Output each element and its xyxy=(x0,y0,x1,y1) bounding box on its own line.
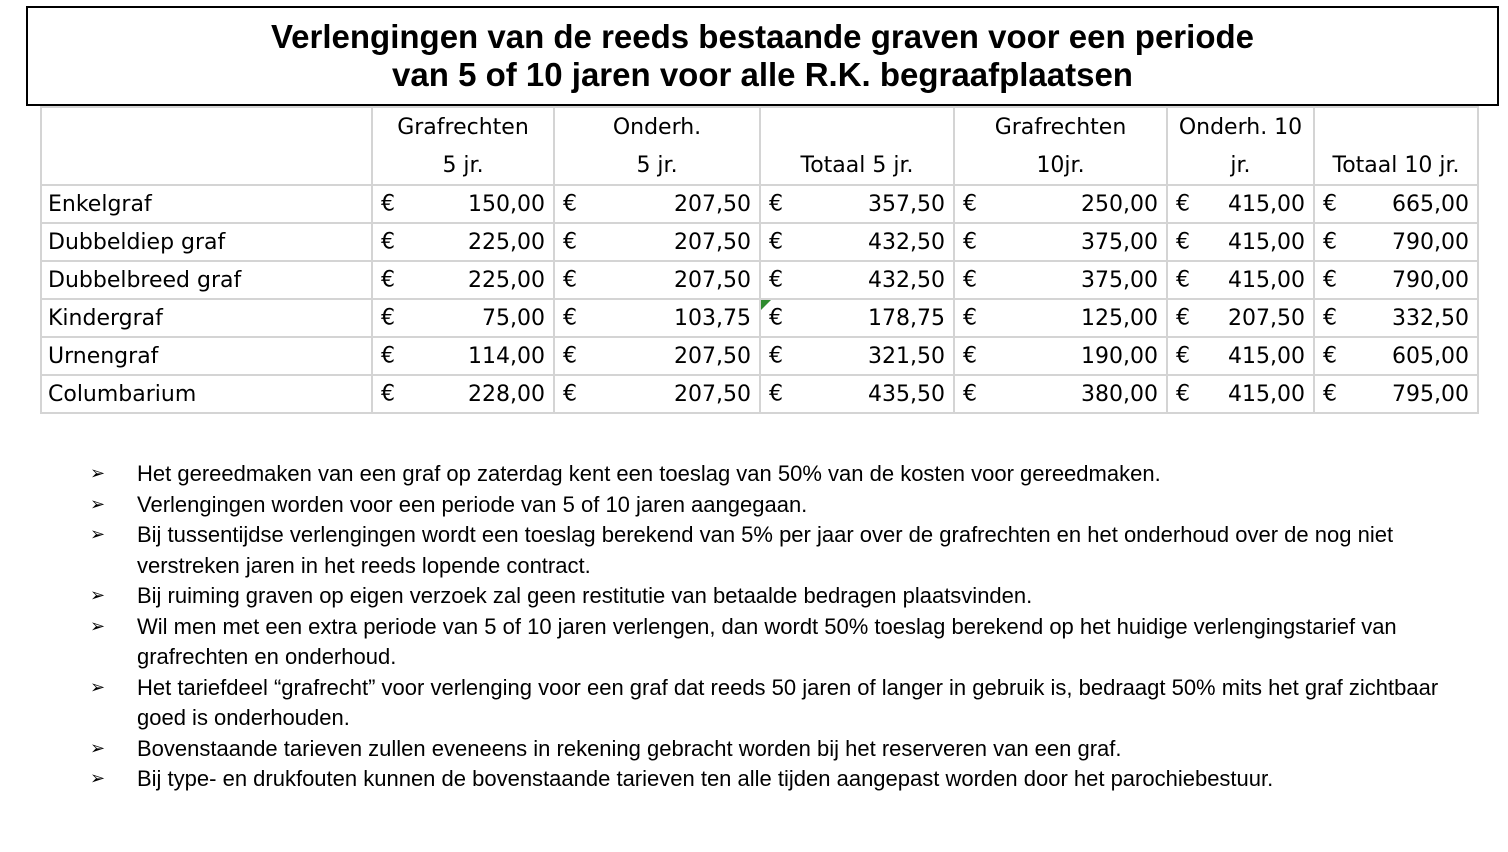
amount-value: 415,00 xyxy=(1228,343,1305,369)
amount-value: 432,50 xyxy=(868,229,945,255)
amount-value: 605,00 xyxy=(1392,343,1469,369)
note-text: Het gereedmaken van een graf op zaterdag kent een toeslag van 50% van de kosten voor gereedmaken. xyxy=(137,461,1161,486)
currency-symbol: € xyxy=(1323,267,1337,293)
amount-cell xyxy=(760,223,954,261)
amount-cell xyxy=(1314,261,1478,299)
list-item xyxy=(90,581,1490,612)
amount-cell xyxy=(554,261,760,299)
note-text: Het tariefdeel “grafrecht” voor verlenging voor een graf dat reeds 50 jaren of langer in gebruik is, bedraagt 50% mits het graf zichtbaar goed is onderhouden. xyxy=(137,674,1439,730)
currency-symbol: € xyxy=(1323,229,1337,255)
amount-value: 150,00 xyxy=(468,191,545,217)
list-item xyxy=(90,612,1490,673)
amount-value: 207,50 xyxy=(674,267,751,293)
currency-symbol: € xyxy=(381,229,395,255)
amount-cell xyxy=(954,185,1167,223)
amount-value: 790,00 xyxy=(1392,267,1469,293)
amount-cell xyxy=(554,375,760,413)
currency-symbol: € xyxy=(1323,305,1337,331)
amount-cell xyxy=(554,223,760,261)
currency-symbol: € xyxy=(1323,381,1337,407)
row-label: Urnengraf xyxy=(41,337,372,375)
amount-cell xyxy=(554,299,760,337)
notes-list xyxy=(90,459,1490,795)
amount-value: 321,50 xyxy=(868,343,945,369)
amount-value: 178,75 xyxy=(868,305,945,331)
currency-symbol: € xyxy=(963,229,977,255)
header-row-1 xyxy=(41,107,1478,146)
currency-symbol: € xyxy=(963,267,977,293)
currency-symbol: € xyxy=(563,305,577,331)
note-text: Bovenstaande tarieven zullen eveneens in rekening gebracht worden bij het reserveren van een graf. xyxy=(137,735,1122,761)
currency-symbol: € xyxy=(563,229,577,255)
title-line-2: van 5 of 10 jaren voor alle R.K. begraafplaatsen xyxy=(392,56,1133,93)
amount-cell xyxy=(1314,337,1478,375)
currency-symbol: € xyxy=(963,305,977,331)
amount-value: 415,00 xyxy=(1228,229,1305,255)
arrow-bullet-icon: ➢ xyxy=(90,524,106,545)
arrow-bullet-icon: ➢ xyxy=(90,737,106,759)
currency-symbol: € xyxy=(1323,191,1337,217)
amount-value: 75,00 xyxy=(482,305,545,331)
title-line-1: Verlengingen van de reeds bestaande graven voor een periode xyxy=(270,18,1254,55)
currency-symbol: € xyxy=(963,343,977,369)
row-label: Kindergraf xyxy=(41,299,372,337)
amount-value: 114,00 xyxy=(468,343,545,369)
row-label: Columbarium xyxy=(41,375,372,413)
amount-cell xyxy=(372,185,554,223)
currency-symbol: € xyxy=(769,267,783,293)
amount-value: 435,50 xyxy=(868,381,945,407)
amount-cell xyxy=(760,375,954,413)
list-item xyxy=(90,459,1490,490)
amount-cell xyxy=(1167,299,1314,337)
header-cell: Totaal 10 jr. xyxy=(1314,146,1478,185)
currency-symbol: € xyxy=(1176,343,1190,369)
amount-cell xyxy=(954,375,1167,413)
rates-table xyxy=(40,106,1479,414)
amount-cell xyxy=(1167,375,1314,413)
currency-symbol: € xyxy=(381,191,395,217)
amount-cell xyxy=(1314,185,1478,223)
amount-cell xyxy=(372,375,554,413)
currency-symbol: € xyxy=(381,343,395,369)
header-cell xyxy=(1314,107,1478,146)
note-text: Bij tussentijdse verlengingen wordt een toeslag berekend van 5% per jaar over de grafrechten en het onderhoud over de nog niet verstreken jaren in het reeds lopende contract. xyxy=(137,522,1394,578)
amount-value: 207,50 xyxy=(674,229,751,255)
header-cell xyxy=(41,107,372,146)
amount-value: 665,00 xyxy=(1392,191,1469,217)
currency-symbol: € xyxy=(1323,343,1337,369)
amount-value: 207,50 xyxy=(674,381,751,407)
amount-cell xyxy=(554,337,760,375)
amount-value: 795,00 xyxy=(1392,381,1469,407)
list-item xyxy=(90,734,1490,765)
amount-value: 380,00 xyxy=(1081,381,1158,407)
currency-symbol: € xyxy=(769,229,783,255)
note-text: Wil men met een extra periode van 5 of 10 jaren verlengen, dan wordt 50% toeslag berekend op het huidige verlengingstarief van grafrechten en onderhoud. xyxy=(137,613,1397,669)
amount-value: 207,50 xyxy=(674,191,751,217)
amount-cell xyxy=(372,261,554,299)
amount-value: 190,00 xyxy=(1081,343,1158,369)
header-cell xyxy=(41,146,372,185)
list-item xyxy=(90,490,1490,521)
table-row xyxy=(41,185,1478,223)
currency-symbol: € xyxy=(963,381,977,407)
amount-value: 332,50 xyxy=(1392,305,1469,331)
currency-symbol: € xyxy=(769,381,783,407)
currency-symbol: € xyxy=(1176,381,1190,407)
arrow-bullet-icon: ➢ xyxy=(90,615,106,637)
currency-symbol: € xyxy=(381,381,395,407)
amount-cell xyxy=(1167,223,1314,261)
row-label: Dubbeldiep graf xyxy=(41,223,372,261)
amount-cell xyxy=(372,337,554,375)
amount-value: 790,00 xyxy=(1392,229,1469,255)
currency-symbol: € xyxy=(563,191,577,217)
amount-cell xyxy=(1314,223,1478,261)
header-row-2 xyxy=(41,146,1478,185)
amount-cell xyxy=(954,299,1167,337)
amount-cell xyxy=(1314,375,1478,413)
arrow-bullet-icon: ➢ xyxy=(90,768,106,789)
amount-cell xyxy=(760,337,954,375)
arrow-bullet-icon: ➢ xyxy=(90,493,106,515)
header-cell: jr. xyxy=(1167,146,1314,185)
arrow-bullet-icon: ➢ xyxy=(90,463,106,484)
row-label: Dubbelbreed graf xyxy=(41,261,372,299)
amount-value: 225,00 xyxy=(468,229,545,255)
arrow-bullet-icon: ➢ xyxy=(90,676,106,698)
amount-cell xyxy=(760,299,954,337)
row-label: Enkelgraf xyxy=(41,185,372,223)
amount-value: 415,00 xyxy=(1228,191,1305,217)
amount-cell xyxy=(1167,185,1314,223)
amount-cell xyxy=(1167,337,1314,375)
table-row xyxy=(41,375,1478,413)
header-cell: Onderh. 10 xyxy=(1167,107,1314,146)
document-title xyxy=(26,6,1499,106)
amount-value: 103,75 xyxy=(674,305,751,331)
amount-cell xyxy=(954,337,1167,375)
amount-cell xyxy=(554,185,760,223)
currency-symbol: € xyxy=(381,305,395,331)
list-item xyxy=(90,764,1490,795)
header-cell: 5 jr. xyxy=(372,146,554,185)
table-row xyxy=(41,223,1478,261)
currency-symbol: € xyxy=(1176,191,1190,217)
amount-value: 125,00 xyxy=(1081,305,1158,331)
amount-cell xyxy=(760,185,954,223)
currency-symbol: € xyxy=(769,191,783,217)
amount-cell xyxy=(954,261,1167,299)
amount-value: 225,00 xyxy=(468,267,545,293)
header-cell xyxy=(760,107,954,146)
table-row xyxy=(41,299,1478,337)
currency-symbol: € xyxy=(563,343,577,369)
amount-value: 357,50 xyxy=(868,191,945,217)
note-text: Bij ruiming graven op eigen verzoek zal geen restitutie van betaalde bedragen plaatsvinden. xyxy=(137,583,1033,608)
note-text: Verlengingen worden voor een periode van 5 of 10 jaren aangegaan. xyxy=(137,491,808,517)
currency-symbol: € xyxy=(769,305,783,331)
amount-cell xyxy=(954,223,1167,261)
table-row xyxy=(41,337,1478,375)
currency-symbol: € xyxy=(381,267,395,293)
list-item xyxy=(90,520,1490,581)
amount-value: 250,00 xyxy=(1081,191,1158,217)
currency-symbol: € xyxy=(1176,305,1190,331)
header-cell: 5 jr. xyxy=(554,146,760,185)
header-cell: Grafrechten xyxy=(372,107,554,146)
amount-cell xyxy=(372,223,554,261)
table-row xyxy=(41,261,1478,299)
amount-value: 207,50 xyxy=(674,343,751,369)
currency-symbol: € xyxy=(1176,267,1190,293)
currency-symbol: € xyxy=(963,191,977,217)
amount-value: 415,00 xyxy=(1228,267,1305,293)
header-cell: Onderh. xyxy=(554,107,760,146)
amount-value: 228,00 xyxy=(468,381,545,407)
currency-symbol: € xyxy=(1176,229,1190,255)
amount-value: 415,00 xyxy=(1228,381,1305,407)
header-cell: Grafrechten xyxy=(954,107,1167,146)
currency-symbol: € xyxy=(563,267,577,293)
amount-value: 375,00 xyxy=(1081,229,1158,255)
amount-value: 207,50 xyxy=(1228,305,1305,331)
currency-symbol: € xyxy=(563,381,577,407)
amount-value: 375,00 xyxy=(1081,267,1158,293)
amount-cell xyxy=(760,261,954,299)
currency-symbol: € xyxy=(769,343,783,369)
header-cell: 10jr. xyxy=(954,146,1167,185)
amount-cell xyxy=(372,299,554,337)
list-item xyxy=(90,673,1490,734)
amount-value: 432,50 xyxy=(868,267,945,293)
amount-cell xyxy=(1314,299,1478,337)
arrow-bullet-icon: ➢ xyxy=(90,585,106,606)
header-cell: Totaal 5 jr. xyxy=(760,146,954,185)
amount-cell xyxy=(1167,261,1314,299)
note-text: Bij type- en drukfouten kunnen de bovenstaande tarieven ten alle tijden aangepast worden door het parochiebestuur. xyxy=(137,766,1274,791)
